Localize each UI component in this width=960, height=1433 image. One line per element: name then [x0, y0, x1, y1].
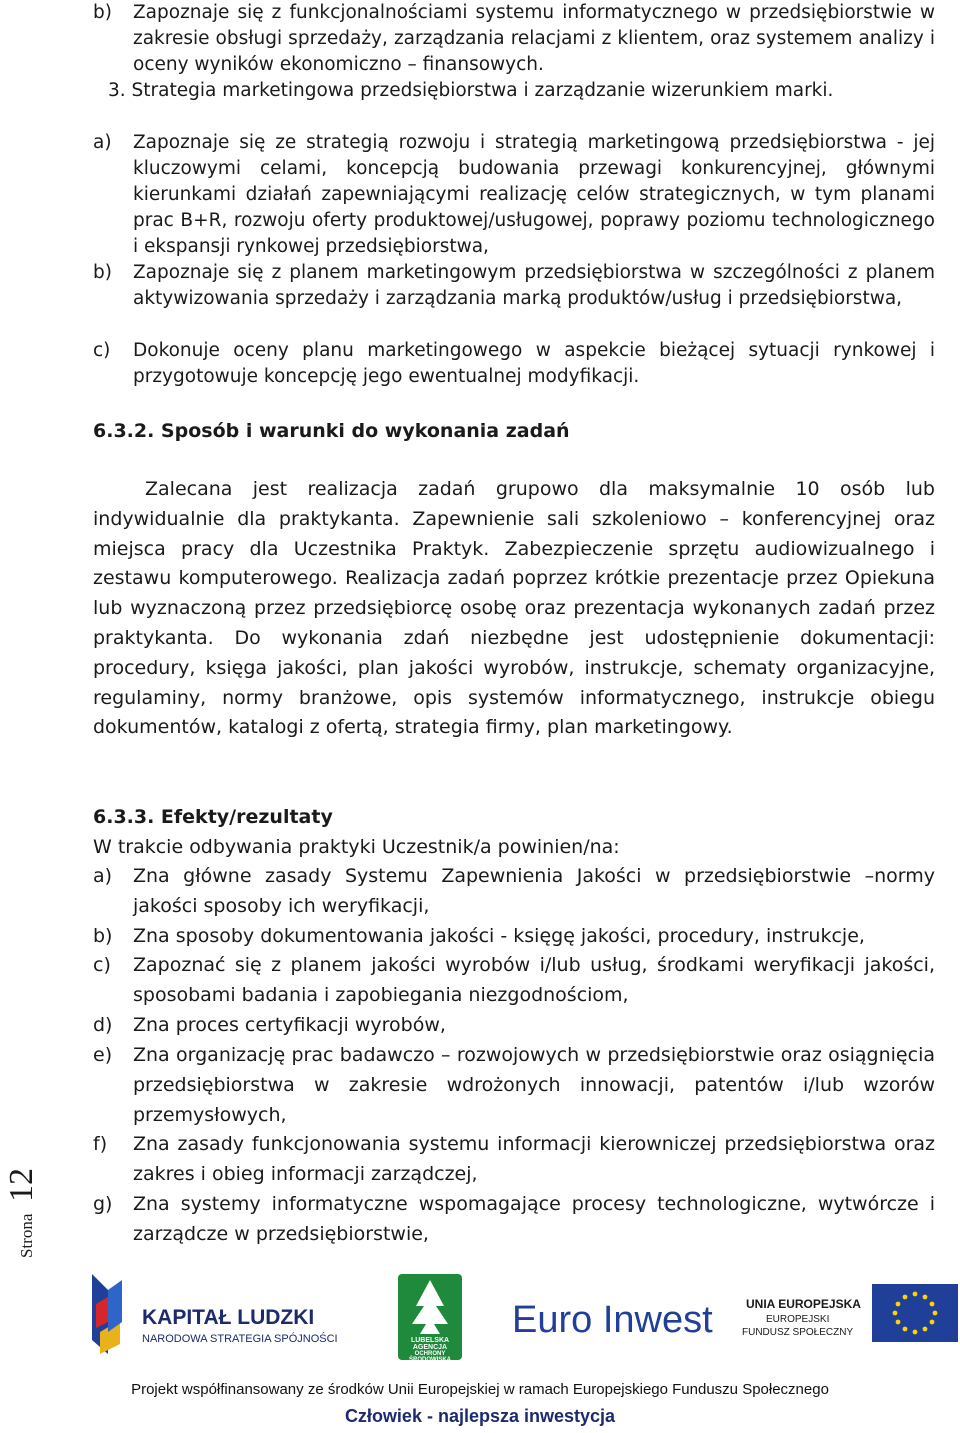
- eu-subtitle: FUNDUSZ SPOŁECZNY: [742, 1327, 854, 1338]
- list-marker: g): [93, 1193, 113, 1215]
- list-item: [93, 1041, 935, 1130]
- list-text: Zna sposoby dokumentowania jakości - księgę jakości, procedury, instrukcje,: [133, 925, 865, 947]
- eu-efs-logo: [742, 1284, 958, 1342]
- lubelska-line: OCHRONY: [414, 1351, 446, 1357]
- logo-band: [90, 1262, 960, 1372]
- list-item: [93, 922, 935, 952]
- eu-subtitle: EUROPEJSKI: [766, 1314, 830, 1325]
- kapital-subtitle: NARODOWA STRATEGIA SPÓJNOŚCI: [142, 1333, 338, 1345]
- list-item: [93, 1011, 935, 1041]
- lubelska-agencja-logo: [398, 1274, 462, 1363]
- body-paragraph: [93, 475, 935, 743]
- paragraph-text: Zalecana jest realizacja zadań grupowo dla maksymalnie 10 osób lub indywidualnie dla praktykanta. Zapewnienie sali szkoleniowo – konferencyjnej oraz miejsca pracy dla Uczestnika Praktyk. Zabezpieczenie sprzętu audiowizualnego i zestawu komputerowego. Realizacja zadań poprzez krótkie prezentacje przez Opiekuna lub wyznaczoną przez przedsiębiorcę osobę oraz prezentacja wykonanych zadań przez praktykanta. Do wykonania zdań niezbędne jest udostępnienie dokumentacji: procedury, księga jakości, plan jakości wyrobów, instrukcje, schematy organizacyjne, regulaminy, normy branżowe, opis systemów informatycznego, instrukcje obiegu dokumentów, katalogi z ofertą, strategia firmy, plan marketingowy.: [93, 478, 935, 739]
- list-text: Dokonuje oceny planu marketingowego w aspekcie bieżącej sytuacji rynkowej i przygotowuje koncepcję jego ewentualnej modyfikacji.: [133, 340, 935, 387]
- list-marker: b): [93, 262, 112, 283]
- eu-title: UNIA EUROPEJSKA: [746, 1297, 861, 1311]
- section-heading: 6.3.3. Efekty/rezultaty: [93, 806, 333, 828]
- page-number: 12: [3, 1168, 40, 1202]
- section-heading: 6.3.2. Sposób i warunki do wykonania zadań: [93, 420, 570, 442]
- list-marker: b): [93, 2, 112, 23]
- list-text: Zapoznać się z planem jakości wyrobów i/lub usług, środkami weryfikacji jakości, sposobami badania i zapobiegania niezgodnościom,: [133, 954, 935, 1006]
- kapital-ludzki-logo: [92, 1274, 338, 1354]
- list-marker: f): [93, 1133, 108, 1155]
- list-text: Zna proces certyfikacji wyrobów,: [133, 1014, 446, 1036]
- list-text: Zna organizację prac badawczo – rozwojowych w przedsiębiorstwie oraz osiągnięcia przedsiębiorstwa w zakresie wdrożonych innowacji, patentów i/lub wzorów przemysłowych,: [133, 1044, 935, 1126]
- kapital-title: KAPITAŁ LUDZKI: [142, 1306, 315, 1329]
- page-number-label: [3, 1150, 40, 1260]
- lubelska-line: LUBELSKA: [410, 1337, 450, 1344]
- list-marker: c): [93, 340, 111, 361]
- list-item: [93, 130, 935, 260]
- list-marker: c): [93, 954, 111, 976]
- footer-slogan: Człowiek - najlepsza inwestycja: [344, 1406, 616, 1426]
- list-item: [93, 1190, 935, 1250]
- list-item: [93, 338, 935, 390]
- lubelska-line: ŚRODOWISKA: [409, 1357, 451, 1363]
- list-text: Zna główne zasady Systemu Zapewnienia Jakości w przedsiębiorstwie –normy jakości sposoby ich weryfikacji,: [133, 865, 935, 917]
- list-marker: a): [93, 132, 112, 153]
- list-item: [93, 862, 935, 922]
- footer-cofinancing-note: Projekt współfinansowany ze środków Unii Europejskiej w ramach Europejskiego Funduszu Społecznego: [131, 1381, 829, 1398]
- list-item: [93, 951, 935, 1011]
- list-text: Zapoznaje się ze strategią rozwoju i strategią marketingową przedsiębiorstwa - jej kluczowymi celami, koncepcją budowania przewagi konkurencyjnej, głównymi kierunkami działań zapewniającymi realizację celów strategicznych, w tym planami prac B+R, rozwoju oferty produktowej/usługowej, poprawy poziomu technologicznego i ekspansji rynkowej przedsiębiorstwa,: [133, 132, 935, 257]
- lead-text: W trakcie odbywania praktyki Uczestnik/a powinien/na:: [93, 836, 620, 858]
- list-text: Zna systemy informatyczne wspomagające procesy technologiczne, wytwórcze i zarządcze w przedsiębiorstwie,: [133, 1193, 935, 1245]
- list-text: Zna zasady funkcjonowania systemu informacji kierowniczej przedsiębiorstwa oraz zakres i obieg informacji zarządczej,: [133, 1133, 935, 1185]
- euro-inwest-logo: [512, 1299, 713, 1341]
- list-item: [93, 1130, 935, 1190]
- list-item: [93, 260, 935, 312]
- list-marker: a): [93, 865, 113, 887]
- euro-inwest-text: Euro Inwest: [512, 1299, 713, 1341]
- list-marker: e): [93, 1044, 113, 1066]
- list-item: [93, 0, 935, 78]
- lubelska-line: AGENCJA: [412, 1344, 448, 1351]
- page-word: Strona: [17, 1213, 36, 1258]
- list-marker: b): [93, 925, 113, 947]
- list-text: Zapoznaje się z planem marketingowym przedsiębiorstwa w szczególności z planem aktywizowania sprzedaży i zarządzania marką produktów/usług i przedsiębiorstwa,: [133, 262, 935, 309]
- list-text: Zapoznaje się z funkcjonalnościami systemu informatycznego w przedsiębiorstwie w zakresie obsługi sprzedaży, zarządzania relacjami z klientem, oraz systemem analizy i oceny wyników ekonomiczno – finansowych.: [133, 2, 935, 75]
- list-marker: d): [93, 1014, 113, 1036]
- section-title: 3. Strategia marketingowa przedsiębiorstwa i zarządzanie wizerunkiem marki.: [108, 80, 834, 101]
